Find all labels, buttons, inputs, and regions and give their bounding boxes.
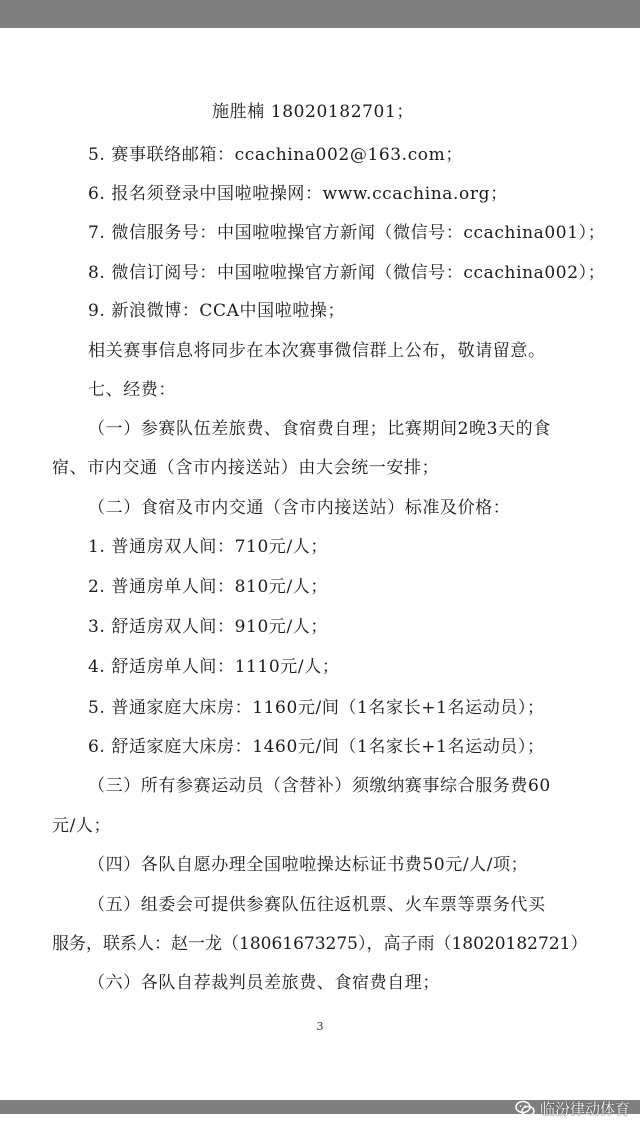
text-line-7: 相关赛事信息将同步在本次赛事微信群上公布，敬请留意。 — [88, 341, 546, 361]
text-line-17: 6. 舒适家庭大床房：1460元/间（1名家长+1名运动员）； — [88, 737, 545, 757]
text-line-21: （五）组委会可提供参赛队伍往返机票、火车票等票务代买 — [88, 895, 546, 915]
watermark — [515, 1098, 630, 1119]
text-line-5: 8. 微信订阅号：中国啦啦操官方新闻（微信号：ccachina002）； — [88, 263, 606, 283]
text-line-2: 5. 赛事联络邮箱：ccachina002@163.com； — [88, 145, 463, 165]
wechat-icon — [515, 1100, 535, 1118]
text-line-19: 元/人； — [52, 816, 112, 836]
text-line-8: 七、经费： — [88, 380, 176, 400]
text-line-20: （四）各队自愿办理全国啦啦操达标证书费50元/人/项； — [88, 855, 529, 875]
text-line-9: （一）参赛队伍差旅费、食宿费自理；比赛期间2晚3天的食 — [88, 419, 551, 439]
watermark-text: 临汾律动体育 — [539, 1100, 630, 1118]
text-line-12: 1. 普通房双人间：710元/人； — [88, 537, 328, 557]
text-line-11: （二）食宿及市内交通（含市内接送站）标准及价格： — [88, 498, 511, 518]
text-line-4: 7. 微信服务号：中国啦啦操官方新闻（微信号：ccachina001）； — [88, 223, 606, 243]
text-line-6: 9. 新浪微博：CCA中国啦啦操； — [88, 301, 346, 321]
text-line-10: 宿、市内交通（含市内接送站）由大会统一安排； — [52, 458, 440, 478]
text-line-3: 6. 报名须登录中国啦啦操网：www.ccachina.org； — [88, 184, 508, 204]
text-line-1: 施胜楠 18020182701； — [212, 102, 414, 122]
top-gray-bar — [0, 0, 640, 28]
page-number: 3 — [316, 1020, 324, 1033]
text-line-13: 2. 普通房单人间：810元/人； — [88, 577, 328, 597]
text-line-16: 5. 普通家庭大床房：1160元/间（1名家长+1名运动员）； — [88, 698, 545, 718]
text-line-22: 服务，联系人：赵一龙（18061673275），高子雨（18020182721） — [52, 934, 588, 954]
text-line-18: （三）所有参赛运动员（含替补）须缴纳赛事综合服务费60 — [88, 776, 551, 796]
text-line-14: 3. 舒适房双人间：910元/人； — [88, 617, 328, 637]
text-line-15: 4. 舒适房单人间：1110元/人； — [88, 657, 340, 677]
text-line-23: （六）各队自荐裁判员差旅费、食宿费自理； — [88, 973, 440, 993]
